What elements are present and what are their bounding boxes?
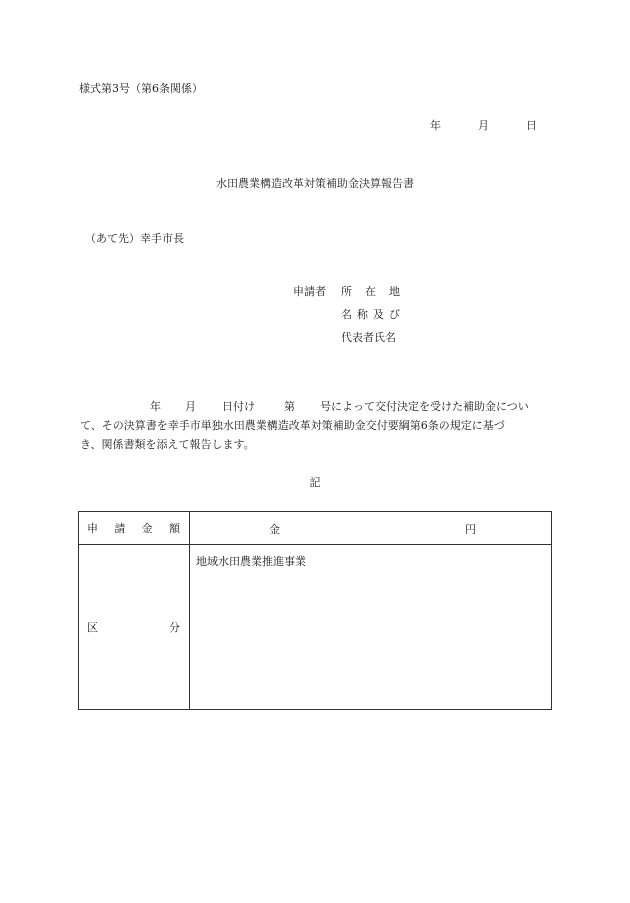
table-row-amount [79, 512, 552, 545]
table-row-category [79, 545, 552, 710]
date-day: 日 [526, 119, 537, 132]
amount-kin: 金 [269, 523, 280, 536]
category-label: 区 分 [87, 621, 180, 634]
blank-year: 年 [150, 400, 161, 413]
category-label-cell [79, 545, 190, 710]
date-line [0, 119, 630, 133]
category-value: 地域水田農業推進事業 [196, 555, 306, 568]
amount-value-cell[interactable] [190, 512, 552, 545]
body-line-3: き、関係書類を添えて報告します。 [80, 438, 255, 451]
blank-dated: 日付け [222, 400, 255, 413]
amount-label: 申 請 金 額 [87, 522, 180, 535]
report-table [78, 511, 552, 710]
amount-en: 円 [465, 523, 476, 536]
name-label: 名 称 及 び [341, 308, 400, 321]
address-label: 所 在 地 [341, 285, 400, 298]
form-number: 様式第3号（第6条関係） [79, 82, 203, 95]
category-value-cell[interactable] [190, 545, 552, 710]
blank-month: 月 [185, 400, 196, 413]
amount-label-cell [79, 512, 190, 545]
representative-label: 代表者氏名 [341, 331, 396, 344]
addressee: （あて先）幸手市長 [85, 232, 184, 245]
page-title: 水田農業構造改革対策補助金決算報告書 [216, 177, 414, 190]
date-year: 年 [430, 119, 441, 132]
applicant-label: 申請者 [293, 285, 326, 298]
blank-no: 第 [284, 400, 295, 413]
ki-heading: 記 [309, 476, 321, 489]
body-line-2: て、その決算書を幸手市単独水田農業構造改革対策補助金交付要綱第6条の規定に基づ [80, 419, 505, 432]
date-month: 月 [478, 119, 489, 132]
body-line-1-rest: 号によって交付決定を受けた補助金につい [320, 400, 529, 413]
